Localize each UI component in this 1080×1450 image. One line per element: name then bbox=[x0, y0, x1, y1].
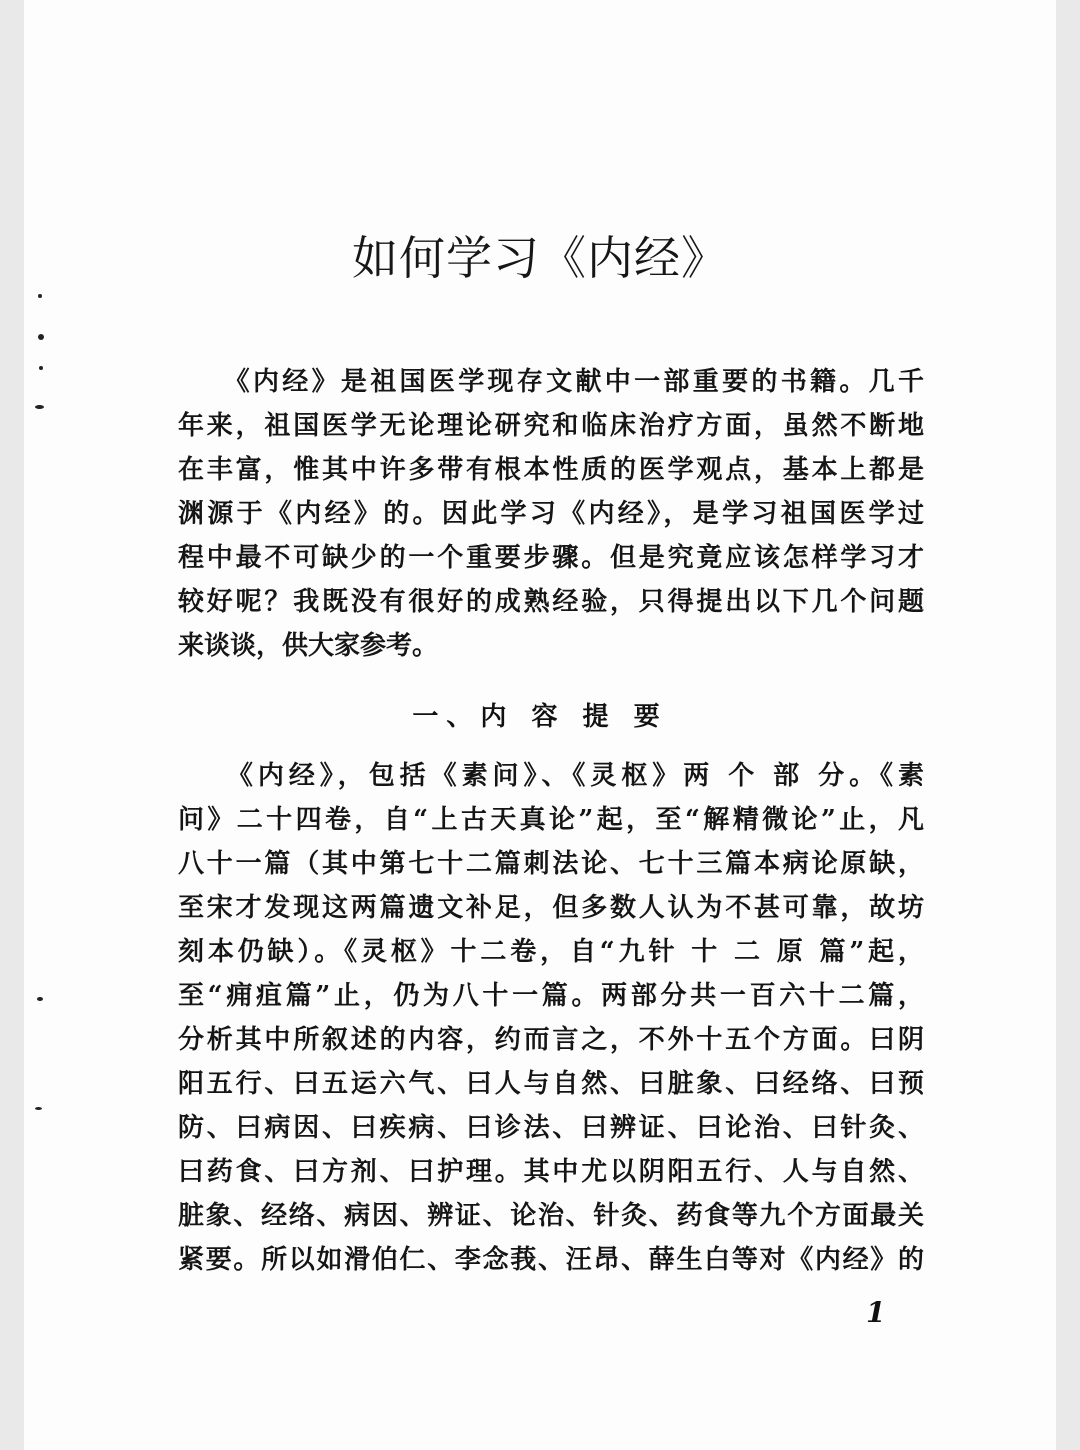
text-line: 曰药食、曰方剂、曰护理。其中尤以阴阳五行、人与自然、 bbox=[178, 1157, 924, 1187]
text-line: 至“痈疽篇”止，仍为八十一篇。两部分共一百六十二篇， bbox=[178, 981, 924, 1011]
text-line: 阳五行、曰五运六气、曰人与自然、曰脏象、曰经络、曰预 bbox=[178, 1069, 924, 1099]
text-line: 《内经》是祖国医学现存文献中一部重要的书籍。几千 bbox=[178, 367, 924, 397]
text-line: 刻本仍缺）。《灵枢》十二卷，自“九针 十 二 原 篇”起， bbox=[178, 937, 924, 967]
scan-speck bbox=[38, 294, 42, 298]
text-line: 问》二十四卷，自“上古天真论”起，至“解精微论”止，凡 bbox=[178, 805, 924, 835]
text-line: 脏象、经络、病因、辨证、论治、针灸、药食等九个方面最关 bbox=[178, 1201, 924, 1231]
text-line: 至宋才发现这两篇遗文补足，但多数人认为不甚可靠，故坊 bbox=[178, 893, 924, 923]
text-line: 程中最不可缺少的一个重要步骤。但是究竟应该怎样学习才 bbox=[178, 543, 924, 573]
text-line: 分析其中所叙述的内容，约而言之，不外十五个方面。曰阴 bbox=[178, 1025, 924, 1055]
text-line: 在丰富，惟其中许多带有根本性质的医学观点，基本上都是 bbox=[178, 455, 924, 485]
page-title: 如何学习《内经》 bbox=[352, 231, 728, 285]
text-line: 《内经》，包括《素问》、《灵枢》两 个 部 分。《素 bbox=[178, 761, 924, 791]
text-line: 紧要。所以如滑伯仁、李念莪、汪昂、薛生白等对《内经》的 bbox=[178, 1245, 924, 1275]
scan-speck bbox=[39, 366, 43, 370]
page-number: 1 bbox=[866, 1296, 886, 1329]
text-line: 八十一篇（其中第七十二篇刺法论、七十三篇本病论原缺， bbox=[178, 849, 924, 879]
section-paragraph bbox=[178, 754, 924, 1282]
text-line: 较好呢？我既没有很好的成熟经验，只得提出以下几个问题 bbox=[178, 587, 924, 617]
intro-paragraph bbox=[178, 360, 924, 668]
text-line: 来谈谈，供大家参考。 bbox=[178, 631, 439, 661]
text-line: 年来，祖国医学无论理论研究和临床治疗方面，虽然不断地 bbox=[178, 411, 924, 441]
scan-speck bbox=[35, 1107, 42, 1110]
scan-speck bbox=[37, 997, 43, 1001]
scan-speck bbox=[38, 334, 44, 340]
text-line: 渊源于《内经》的。因此学习《内经》，是学习祖国医学过 bbox=[178, 499, 924, 529]
text-line: 防、曰病因、曰疾病、曰诊法、曰辨证、曰论治、曰针灸、 bbox=[178, 1113, 924, 1143]
scan-speck bbox=[35, 405, 44, 409]
section-heading: 一、内 容 提 要 bbox=[412, 702, 668, 732]
